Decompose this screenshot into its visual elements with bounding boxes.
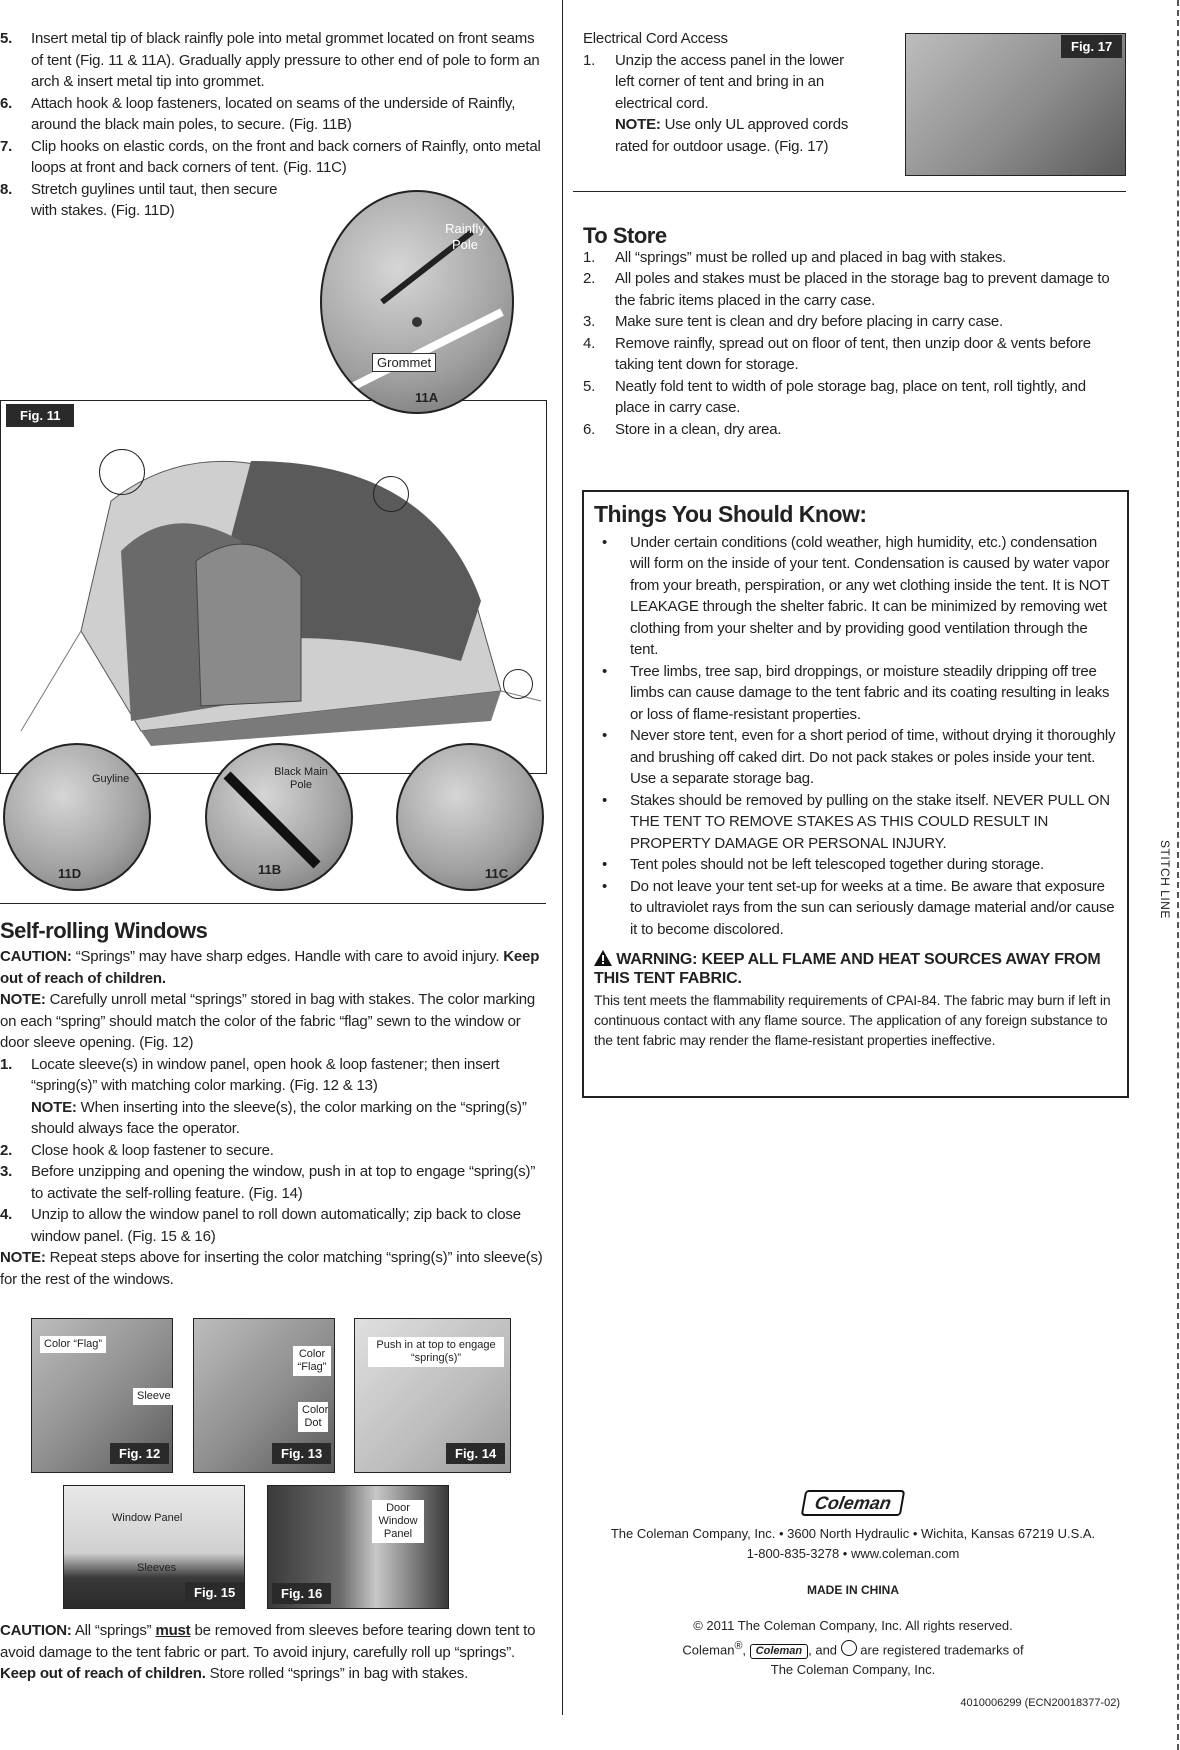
fig11-label: Fig. 11 (6, 404, 74, 427)
fig11c-label: 11C (485, 866, 509, 881)
fig12-label: Fig. 12 (110, 1443, 169, 1464)
fig12-flag-callout: Color “Flag” (40, 1336, 106, 1353)
windows-step-4: 4. Unzip to allow the window panel to roll down automatically; zip back to close window panel. (Fig. 15 & 16) (0, 1206, 521, 1245)
things-to-know-box (582, 490, 1129, 1098)
windows-section (0, 918, 550, 1290)
column-divider (562, 0, 563, 1715)
stitch-line (1177, 0, 1179, 1750)
windows-title: Self-rolling Windows (0, 918, 208, 943)
step-5: 5. Insert metal tip of black rainfly pole into metal grommet located on front seams of tent (Fig. 11 & 11A). Gradually apply pressure to other end of pole to form an arch & insert metal tip into grommet. (0, 30, 540, 90)
windows-step-3: 3. Before unzipping and opening the window, push in at top to engage “spring(s)” to activate the self-rolling feature. (Fig. 14) (0, 1163, 536, 1202)
windows-note: NOTE: Carefully unroll metal “springs” stored in bag with stakes. The color marking on each “spring” should match the color of the fabric “flag” sewn to the window or door sleeve opening. (Fig. 12) (0, 991, 536, 1051)
warning-title: WARNING: KEEP ALL FLAME AND HEAT SOURCES AWAY FROM THIS TENT FABRIC. (594, 951, 1101, 987)
cord-title: Electrical Cord Access (583, 30, 728, 47)
store-item-5: 5. Neatly fold tent to width of pole storage bag, place on tent, roll tightly, and place in carry case. (583, 377, 1086, 416)
grommet-callout: Grommet (372, 353, 436, 372)
fig13-flag-callout: Color “Flag” (293, 1346, 331, 1376)
trademarks: Coleman®, Coleman , and are registered trademarks of (682, 1640, 1024, 1658)
trademarks-owner: The Coleman Company, Inc. (770, 1662, 936, 1678)
store-item-4: 4. Remove rainfly, spread out on floor of tent, then unzip door & vents before taking tent down for storage. (583, 334, 1091, 373)
windows-note-2: NOTE: Repeat steps above for inserting the color matching “spring(s)” into sleeve(s) for the rest of the windows. (0, 1249, 543, 1288)
coleman-logo: Coleman (801, 1490, 906, 1516)
black-main-pole-callout: Black Main Pole (274, 766, 328, 791)
store-list (583, 247, 1123, 441)
copyright: © 2011 The Coleman Company, Inc. All rights reserved. (693, 1618, 1013, 1633)
windows-body (0, 946, 550, 1290)
fig13-label: Fig. 13 (272, 1443, 331, 1464)
step-7-text: Clip hooks on elastic cords, on the front and back corners of Rainfly, onto metal loops at front and back corners of tent. (Fig. 11C) (31, 137, 541, 176)
fig11-tent-photo (0, 400, 547, 774)
fig14-label: Fig. 14 (446, 1443, 505, 1464)
fig15-sleeves-callout: Sleeves (137, 1562, 177, 1574)
know-item-6: • Do not leave your tent set-up for weeks at a time. Be aware that exposure to ultraviolet rays from the sun can seriously damage material and/or cause it to become discolored. (602, 877, 1115, 938)
coleman-mini-logo: Coleman (750, 1644, 808, 1659)
store-section (583, 225, 1123, 440)
store-item-2: 2. All poles and stakes must be placed in the storage bag to prevent damage to the fabric items placed in the carry case. (583, 270, 1110, 309)
fig11c-circle (396, 743, 544, 891)
things-to-know-content (594, 501, 1119, 1050)
fig11a-label: 11A (415, 390, 439, 405)
detail-ring-11d (99, 449, 145, 495)
warning-icon (594, 950, 612, 966)
footer (583, 1490, 1123, 1680)
know-item-3: • Never store tent, even for a short period of time, without drying it thoroughly and brushing off caked dirt. Do not pack stakes or poles inside your tent. Use a separate storage bag. (602, 727, 1116, 787)
made-in: MADE IN CHINA (807, 1583, 899, 1597)
stitch-line-label: STITCH LINE (1158, 840, 1172, 919)
windows-step-1: 1. Locate sleeve(s) in window panel, open hook & loop fastener; then insert “spring(s)” with matching color marking. (Fig. 12 & 13) NOTE: When inserting into the sleeve(s), the color marking on the “spring(s)” should always face the operator. (0, 1055, 527, 1137)
cord-note: NOTE: Use only UL approved cords rated for outdoor usage. (Fig. 17) (615, 116, 849, 155)
fig11d-label: 11D (58, 866, 82, 881)
warning-text: This tent meets the flammability requirements of CPAI-84. The fabric may burn if left in continuous contact with any flame source. The application of any foreign substance to the tent fabric may render the flame-resistant properties ineffective. (594, 992, 1111, 1048)
rainfly-pole-callout: Rainfly Pole (445, 221, 485, 252)
windows-caution: CAUTION: “Springs” may have sharp edges. Handle with care to avoid injury. Keep out of reach of children. (0, 948, 540, 987)
windows-step-2: 2. Close hook & loop fastener to secure. (0, 1141, 274, 1159)
fig13-dot-callout: Color Dot (298, 1402, 328, 1432)
fig16-label: Fig. 16 (272, 1583, 331, 1604)
know-item-4: • Stakes should be removed by pulling on the stake itself. NEVER PULL ON THE TENT TO REMOVE STAKES AS THIS COULD RESULT IN PROPERTY DAMAGE OR PERSONAL INJURY. (602, 791, 1110, 852)
cord-step-1: 1. Unzip the access panel in the lower left corner of tent and bring in an electrical cord. (583, 51, 844, 112)
doc-code: 4010006299 (ECN20018377-02) (960, 1697, 1120, 1709)
guyline-callout: Guyline (92, 773, 130, 785)
fig15-window-callout: Window Panel (112, 1512, 183, 1524)
cord-section (583, 28, 898, 157)
detail-ring-11a (373, 476, 409, 512)
know-item-1: • Under certain conditions (cold weather, high humidity, etc.) condensation will form on the inside of your tent. Condensation is caused by water vapor from your breath, perspiration, or any wet clothing inside the tent. It is NOT LEAKAGE through the shelter fabric. It can be minimized by removing wet clothing from your shelter and by providing good ventilation through the tent. (602, 533, 1110, 658)
fig14-push-callout: Push in at top to engage “spring(s)” (368, 1337, 504, 1367)
store-item-6: 6. Store in a clean, dry area. (583, 420, 782, 438)
fig17-label: Fig. 17 (1061, 35, 1122, 58)
caution-bottom: CAUTION: All “springs” must be removed from sleeves before tearing down tent to avoid damage to the tent fabric or part. To avoid injury, carefully roll up “springs”. Keep out of reach of children. Store rolled “springs” in bag with stakes. (0, 1622, 536, 1682)
store-item-3: 3. Make sure tent is clean and dry before placing in carry case. (583, 313, 1004, 330)
fig16-door-callout: Door Window Panel (372, 1500, 424, 1543)
left-divider (0, 903, 546, 904)
things-title: Things You Should Know: (594, 501, 867, 527)
detail-ring-11c (503, 669, 533, 699)
step-7: 7. Clip hooks on elastic cords, on the front and back corners of Rainfly, onto metal loops at front and back corners of tent. (Fig. 11C) (0, 136, 548, 179)
store-item-1: 1. All “springs” must be rolled up and placed in bag with stakes. (583, 248, 1007, 266)
fig12-sleeve-callout: Sleeve (133, 1388, 175, 1405)
right-divider (573, 191, 1126, 192)
footer-address: The Coleman Company, Inc. • 3600 North Hydraulic • Wichita, Kansas 67219 U.S.A. (610, 1526, 1096, 1541)
lantern-icon (841, 1640, 857, 1656)
fig11b-label: 11B (258, 862, 282, 877)
know-item-5: • Tent poles should not be left telescoped together during storage. (602, 856, 1044, 873)
tent-illustration (1, 401, 546, 773)
step-6: 6. Attach hook & loop fasteners, located on seams of the underside of Rainfly, around the black main poles, to secure. (Fig. 11B) (0, 94, 516, 133)
store-title: To Store (583, 223, 667, 248)
step-8: 8. Stretch guylines until taut, then secure with stakes. (Fig. 11D) (0, 180, 278, 219)
fig15-label: Fig. 15 (185, 1582, 244, 1603)
know-item-2: • Tree limbs, tree sap, bird droppings, or moisture steadily dripping off tree limbs can cause damage to the tent fabric and its coating resulting in leaks or loss of flame-resistant properties. (602, 662, 1110, 723)
footer-contact: 1-800-835-3278 • www.coleman.com (746, 1546, 960, 1561)
